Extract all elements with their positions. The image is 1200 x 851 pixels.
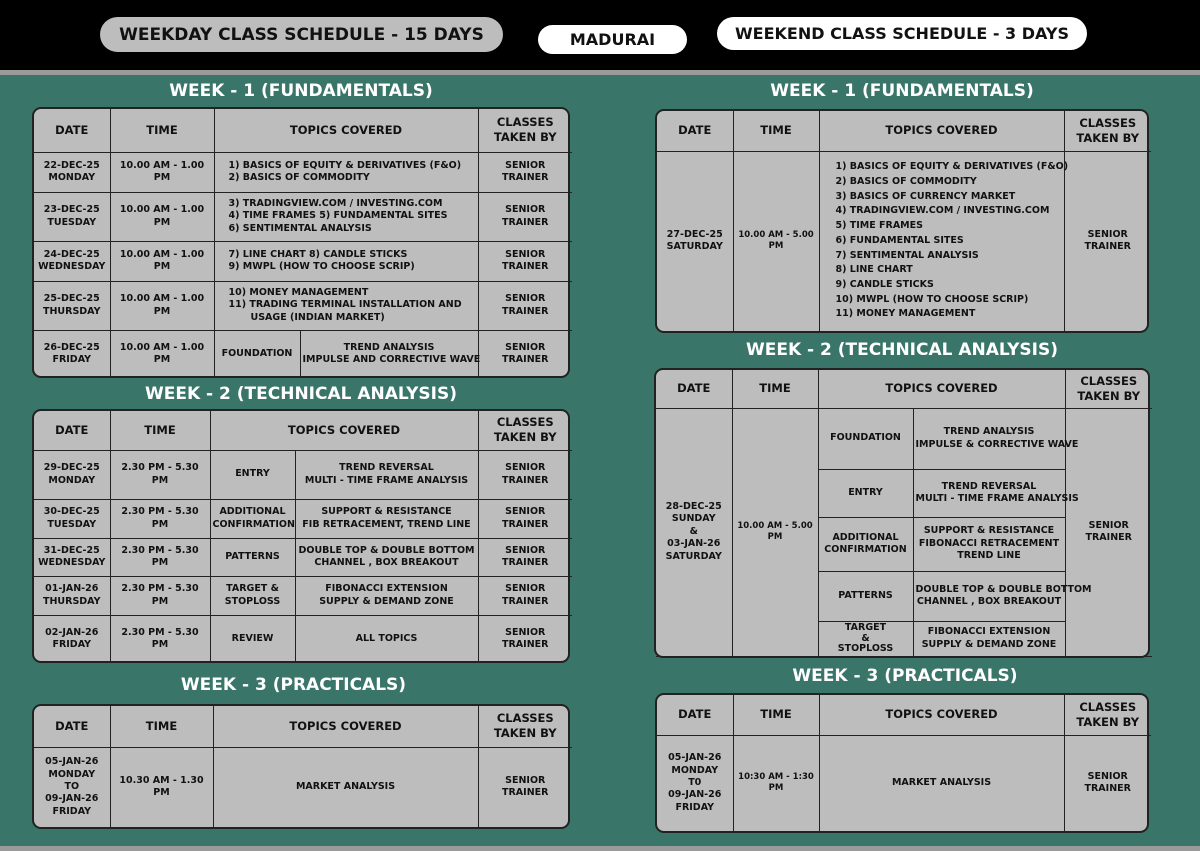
trainer-cell: SENIOR TRAINER bbox=[478, 576, 572, 615]
topics-cell: SUPPORT & RESISTANCE FIB RETRACEMENT, TREND LINE bbox=[295, 499, 478, 538]
table-row bbox=[34, 192, 572, 241]
table-row bbox=[34, 281, 572, 330]
time-header: TIME bbox=[110, 109, 214, 152]
table-row bbox=[34, 499, 572, 538]
date-header: DATE bbox=[34, 411, 110, 450]
date-header: DATE bbox=[34, 109, 110, 152]
table-row bbox=[34, 152, 572, 192]
time-cell: 10.00 AM - 1.00 PM bbox=[110, 241, 214, 281]
time-cell: 2.30 PM - 5.30 PM bbox=[110, 576, 210, 615]
date-cell: 02-JAN-26 FRIDAY bbox=[34, 615, 110, 663]
trainer-cell: SENIOR TRAINER bbox=[478, 152, 572, 192]
date-header: DATE bbox=[656, 370, 732, 408]
topics-cell: ALL TOPICS bbox=[295, 615, 478, 663]
trainer-cell: SENIOR TRAINER bbox=[1065, 408, 1152, 656]
topics-header: TOPICS COVERED bbox=[214, 109, 478, 152]
time-header: TIME bbox=[110, 411, 210, 450]
table-row bbox=[34, 615, 572, 663]
table-row bbox=[657, 151, 1151, 331]
topics-cell: 1) BASICS OF EQUITY & DERIVATIVES (F&O) 2) BASICS OF COMMODITY 3) BASICS OF CURRENCY MARKET 4) TRADINGVIEW.COM / INVESTING.COM 5) TIME FRAMES 6) FUNDAMENTAL SITES 7) SENTIMENTAL ANALYSIS 8) LINE CHART 9) CANDLE STICKS 10) MWPL (HOW TO CHOOSE SCRIP) 11) MONEY MANAGEMENT bbox=[819, 151, 1064, 331]
taken-by-header: CLASSES TAKEN BY bbox=[478, 411, 572, 450]
topics-cell: TREND ANALYSIS IMPULSE & CORRECTIVE WAVE bbox=[913, 408, 1065, 469]
weekday-week3-table bbox=[32, 704, 570, 829]
table-header-row bbox=[656, 370, 1152, 408]
table-header-row bbox=[657, 695, 1151, 735]
topics-cell: MARKET ANALYSIS bbox=[213, 747, 478, 827]
topics-cell: 3) TRADINGVIEW.COM / INVESTING.COM 4) TIME FRAMES 5) FUNDAMENTAL SITES 6) SENTIMENTAL ANALYSIS bbox=[214, 192, 478, 241]
trainer-cell: SENIOR TRAINER bbox=[1064, 151, 1151, 331]
time-header: TIME bbox=[733, 695, 819, 735]
topics-cell: SUPPORT & RESISTANCE FIBONACCI RETRACEMENT TREND LINE bbox=[913, 517, 1065, 571]
topics-cell: TREND REVERSAL MULTI - TIME FRAME ANALYSIS bbox=[913, 469, 1065, 517]
category-cell: REVIEW bbox=[210, 615, 295, 663]
topics-cell: 1) BASICS OF EQUITY & DERIVATIVES (F&O) 2) BASICS OF COMMODITY bbox=[214, 152, 478, 192]
table-row bbox=[657, 735, 1151, 831]
table-row bbox=[34, 538, 572, 576]
time-cell: 2.30 PM - 5.30 PM bbox=[110, 538, 210, 576]
date-cell: 31-DEC-25 WEDNESDAY bbox=[34, 538, 110, 576]
date-cell: 28-DEC-25 SUNDAY & 03-JAN-26 SATURDAY bbox=[656, 408, 732, 656]
table-header-row bbox=[34, 706, 572, 747]
topics-header: TOPICS COVERED bbox=[819, 695, 1064, 735]
bottom-divider bbox=[0, 846, 1200, 851]
category-cell: ADDITIONAL CONFIRMATION bbox=[818, 517, 913, 571]
trainer-cell: SENIOR TRAINER bbox=[478, 499, 572, 538]
trainer-cell: SENIOR TRAINER bbox=[478, 450, 572, 499]
date-cell: 26-DEC-25 FRIDAY bbox=[34, 330, 110, 378]
category-cell: ENTRY bbox=[818, 469, 913, 517]
time-header: TIME bbox=[110, 706, 213, 747]
date-cell: 29-DEC-25 MONDAY bbox=[34, 450, 110, 499]
taken-by-header: CLASSES TAKEN BY bbox=[1065, 370, 1152, 408]
time-cell: 10:30 AM - 1:30 PM bbox=[733, 735, 819, 831]
time-cell: 10.00 AM - 1.00 PM bbox=[110, 192, 214, 241]
topics-cell: DOUBLE TOP & DOUBLE BOTTOM CHANNEL , BOX BREAKOUT bbox=[295, 538, 478, 576]
trainer-cell: SENIOR TRAINER bbox=[478, 192, 572, 241]
time-cell: 10.00 AM - 1.00 PM bbox=[110, 281, 214, 330]
taken-by-header: CLASSES TAKEN BY bbox=[1064, 111, 1151, 151]
date-cell: 23-DEC-25 TUESDAY bbox=[34, 192, 110, 241]
trainer-cell: SENIOR TRAINER bbox=[1064, 735, 1151, 831]
table-row bbox=[34, 330, 572, 378]
date-header: DATE bbox=[657, 111, 733, 151]
time-header: TIME bbox=[732, 370, 818, 408]
taken-by-header: CLASSES TAKEN BY bbox=[478, 109, 572, 152]
date-cell: 01-JAN-26 THURSDAY bbox=[34, 576, 110, 615]
date-cell: 05-JAN-26 MONDAY TO 09-JAN-26 FRIDAY bbox=[34, 747, 110, 827]
taken-by-header: CLASSES TAKEN BY bbox=[478, 706, 572, 747]
time-cell: 2.30 PM - 5.30 PM bbox=[110, 450, 210, 499]
category-cell: ADDITIONAL CONFIRMATION bbox=[210, 499, 295, 538]
topics-cell: DOUBLE TOP & DOUBLE BOTTOM CHANNEL , BOX BREAKOUT bbox=[913, 571, 1065, 621]
date-header: DATE bbox=[34, 706, 110, 747]
table-header-row bbox=[34, 411, 572, 450]
time-cell: 10.00 AM - 1.00 PM bbox=[110, 330, 214, 378]
topics-cell: TREND REVERSAL MULTI - TIME FRAME ANALYSIS bbox=[295, 450, 478, 499]
category-cell: PATTERNS bbox=[818, 571, 913, 621]
category-cell: FOUNDATION bbox=[818, 408, 913, 469]
time-cell: 2.30 PM - 5.30 PM bbox=[110, 499, 210, 538]
taken-by-header: CLASSES TAKEN BY bbox=[1064, 695, 1151, 735]
table-row bbox=[34, 241, 572, 281]
weekday-schedule-title: WEEKDAY CLASS SCHEDULE - 15 DAYS bbox=[100, 17, 503, 52]
time-cell: 10.30 AM - 1.30 PM bbox=[110, 747, 213, 827]
date-cell: 24-DEC-25 WEDNESDAY bbox=[34, 241, 110, 281]
time-header: TIME bbox=[733, 111, 819, 151]
category-cell: TARGET & STOPLOSS bbox=[818, 621, 913, 656]
category-cell: PATTERNS bbox=[210, 538, 295, 576]
top-divider bbox=[0, 70, 1200, 75]
date-cell: 25-DEC-25 THURSDAY bbox=[34, 281, 110, 330]
weekday-week2-table bbox=[32, 409, 570, 663]
category-cell: ENTRY bbox=[210, 450, 295, 499]
trainer-cell: SENIOR TRAINER bbox=[478, 747, 572, 827]
date-cell: 30-DEC-25 TUESDAY bbox=[34, 499, 110, 538]
trainer-cell: SENIOR TRAINER bbox=[478, 615, 572, 663]
trainer-cell: SENIOR TRAINER bbox=[478, 330, 572, 378]
time-cell: 10.00 AM - 5.00 PM bbox=[732, 408, 818, 656]
weekend-week3-table bbox=[655, 693, 1149, 833]
table-row bbox=[34, 747, 572, 827]
trainer-cell: SENIOR TRAINER bbox=[478, 241, 572, 281]
topics-cell: 10) MONEY MANAGEMENT 11) TRADING TERMINAL INSTALLATION AND USAGE (INDIAN MARKET) bbox=[214, 281, 478, 330]
topics-header: TOPICS COVERED bbox=[210, 411, 478, 450]
weekend-week2-heading: WEEK - 2 (TECHNICAL ANALYSIS) bbox=[745, 340, 1059, 360]
table-row bbox=[656, 408, 1152, 469]
date-cell: 05-JAN-26 MONDAY T0 09-JAN-26 FRIDAY bbox=[657, 735, 733, 831]
weekend-schedule-title: WEEKEND CLASS SCHEDULE - 3 DAYS bbox=[717, 17, 1087, 50]
weekday-week1-heading: WEEK - 1 (FUNDAMENTALS) bbox=[169, 81, 433, 101]
category-cell: FOUNDATION bbox=[214, 330, 300, 378]
trainer-cell: SENIOR TRAINER bbox=[478, 538, 572, 576]
topics-cell: MARKET ANALYSIS bbox=[819, 735, 1064, 831]
date-cell: 27-DEC-25 SATURDAY bbox=[657, 151, 733, 331]
time-cell: 2.30 PM - 5.30 PM bbox=[110, 615, 210, 663]
table-row bbox=[34, 450, 572, 499]
topics-header: TOPICS COVERED bbox=[818, 370, 1065, 408]
weekday-week1-table bbox=[32, 107, 570, 378]
weekday-week2-heading: WEEK - 2 (TECHNICAL ANALYSIS) bbox=[144, 384, 458, 404]
topics-cell: FIBONACCI EXTENSION SUPPLY & DEMAND ZONE bbox=[913, 621, 1065, 656]
weekend-week1-table bbox=[655, 109, 1149, 333]
topics-cell: TREND ANALYSIS IMPULSE AND CORRECTIVE WAVE bbox=[300, 330, 478, 378]
weekend-week2-table bbox=[654, 368, 1150, 658]
trainer-cell: SENIOR TRAINER bbox=[478, 281, 572, 330]
topics-cell: FIBONACCI EXTENSION SUPPLY & DEMAND ZONE bbox=[295, 576, 478, 615]
time-cell: 10.00 AM - 5.00 PM bbox=[733, 151, 819, 331]
date-header: DATE bbox=[657, 695, 733, 735]
table-row bbox=[34, 576, 572, 615]
date-cell: 22-DEC-25 MONDAY bbox=[34, 152, 110, 192]
weekend-week1-heading: WEEK - 1 (FUNDAMENTALS) bbox=[770, 81, 1034, 101]
table-header-row bbox=[34, 109, 572, 152]
weekday-week3-heading: WEEK - 3 (PRACTICALS) bbox=[180, 675, 407, 695]
topics-header: TOPICS COVERED bbox=[213, 706, 478, 747]
weekend-week3-heading: WEEK - 3 (PRACTICALS) bbox=[792, 666, 1018, 686]
city-badge: MADURAI bbox=[538, 25, 687, 54]
topics-cell: 7) LINE CHART 8) CANDLE STICKS 9) MWPL (HOW TO CHOOSE SCRIP) bbox=[214, 241, 478, 281]
category-cell: TARGET & STOPLOSS bbox=[210, 576, 295, 615]
topics-header: TOPICS COVERED bbox=[819, 111, 1064, 151]
time-cell: 10.00 AM - 1.00 PM bbox=[110, 152, 214, 192]
table-header-row bbox=[657, 111, 1151, 151]
